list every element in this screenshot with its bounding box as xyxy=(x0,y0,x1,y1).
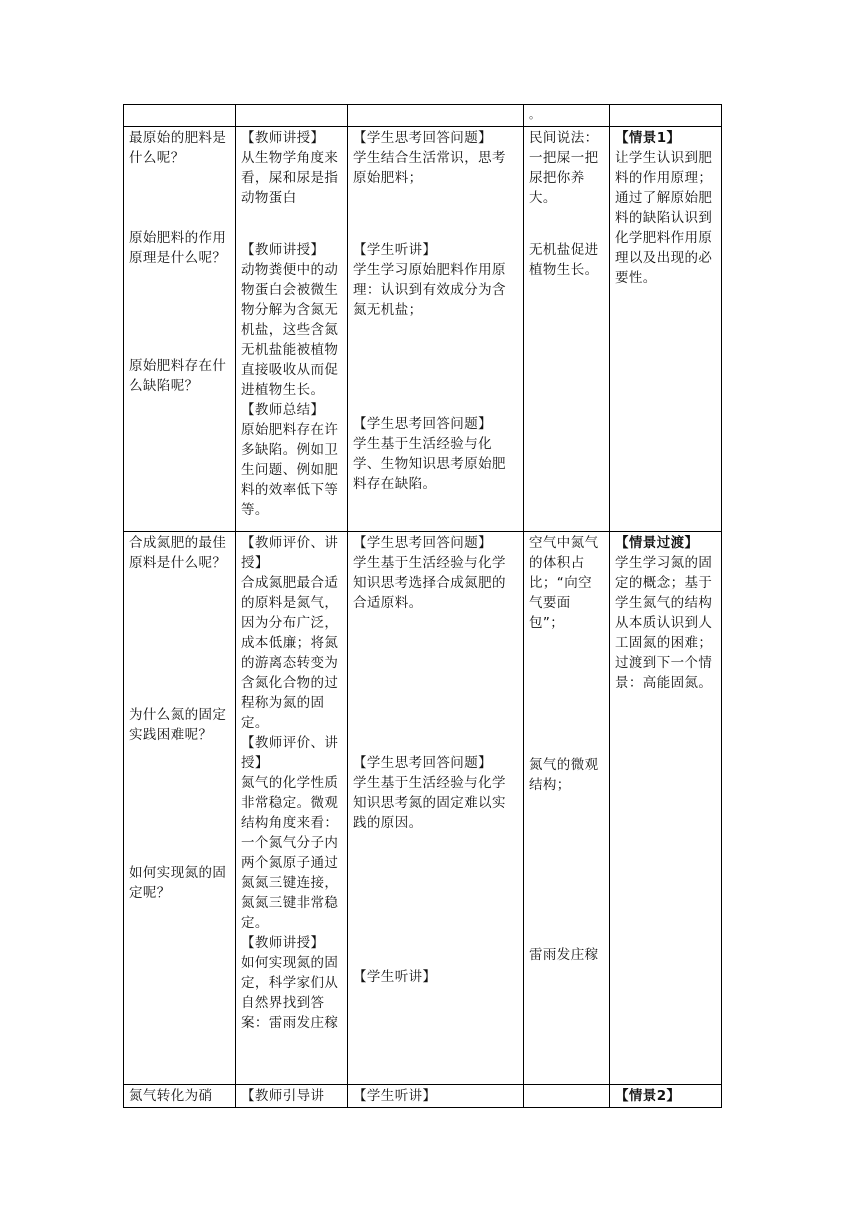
intent-text: 过渡到下一个情景：高能固氮。 xyxy=(615,655,713,691)
design-intent-cell xyxy=(610,532,722,1085)
material-cell xyxy=(524,1085,610,1108)
teacher-activity-cell xyxy=(236,127,348,532)
activity-title: 【教师评价、讲授】 xyxy=(241,535,339,571)
activity-body: 氮气的化学性质非常稳定。微观结构角度来看：一个氮气分子内两个氮原子通过氮氮三键连接，氮氮三键非常稳定。 xyxy=(241,775,339,931)
student-activity-cell xyxy=(348,127,524,532)
material-text: 民间说法：一把屎一把尿把你养大。 xyxy=(529,130,599,206)
material-cell xyxy=(524,127,610,532)
activity-title: 【教师评价、讲授】 xyxy=(241,735,339,771)
material-text: 空气中氮气的体积占比；“向空气要面包”； xyxy=(529,535,599,631)
material-text: 氮气的微观结构； xyxy=(529,757,599,793)
cell-text: 。 xyxy=(529,108,541,121)
activity-body: 学生学习原始肥料作用原理：认识到有效成分为含氮无机盐； xyxy=(353,262,506,318)
design-intent-cell xyxy=(610,127,722,532)
material-cell xyxy=(524,532,610,1085)
activity-body: 动物粪便中的动物蛋白会被微生物分解为含氮无机盐，这些含氮无机盐能被植物直接吸收从而促进植物生长。 xyxy=(241,262,339,398)
question-text: 原始肥料的作用原理是什么呢？ xyxy=(129,230,227,266)
activity-title: 【学生听讲】 xyxy=(353,242,437,258)
teacher-activity-cell xyxy=(236,532,348,1085)
table-row-top xyxy=(124,105,722,127)
activity-title: 【学生思考回答问题】 xyxy=(353,755,492,771)
activity-body: 从生物学角度来看，屎和尿是指动物蛋白 xyxy=(241,150,339,206)
question-text: 如何实现氮的固定呢？ xyxy=(129,865,227,901)
scenario-title: 【情景1】 xyxy=(615,130,681,146)
question-text: 原始肥料存在什么缺陷呢？ xyxy=(129,358,227,394)
table-row-nitrate xyxy=(124,1085,722,1108)
scenario-title: 【情景2】 xyxy=(615,1088,681,1104)
intent-text: 通过了解原始肥料的缺陷认识到化学肥料作用原理以及出现的必要性。 xyxy=(615,190,713,286)
question-cell xyxy=(124,532,236,1085)
material-text: 无机盐促进植物生长。 xyxy=(529,242,599,278)
activity-body: 学生基于生活经验与化学知识思考选择合成氮肥的合适原料。 xyxy=(353,555,506,611)
activity-body: 合成氮肥最合适的原料是氮气，因为分布广泛，成本低廉；将氮的游离态转变为含氮化合物的过程称为氮的固定。 xyxy=(241,575,339,731)
table-row-primitive-fertilizer xyxy=(124,127,722,532)
activity-title: 【教师引导讲 xyxy=(241,1088,325,1104)
cell xyxy=(610,105,722,127)
activity-body: 学生基于生活经验与化学知识思考氮的固定难以实践的原因。 xyxy=(353,775,506,831)
teacher-activity-cell xyxy=(236,1085,348,1108)
question-text: 氮气转化为硝 xyxy=(129,1088,213,1104)
cell xyxy=(524,105,610,127)
intent-text: 让学生认识到肥料的作用原理； xyxy=(615,150,713,186)
intent-text: 学生学习氮的固定的概念；基于学生氮气的结构从本质认识到人工固氮的困难； xyxy=(615,555,713,651)
cell xyxy=(236,105,348,127)
scenario-title: 【情景过渡】 xyxy=(615,535,699,551)
activity-title: 【学生听讲】 xyxy=(353,969,437,985)
activity-title: 【学生思考回答问题】 xyxy=(353,535,492,551)
activity-title: 【教师讲授】 xyxy=(241,935,325,951)
activity-body: 如何实现氮的固定，科学家们从自然界找到答案：雷雨发庄稼 xyxy=(241,955,339,1031)
material-text: 雷雨发庄稼 xyxy=(529,947,599,963)
activity-body: 学生基于生活经验与化学、生物知识思考原始肥料存在缺陷。 xyxy=(353,436,506,492)
activity-body: 学生结合生活常识，思考原始肥料； xyxy=(353,150,506,186)
activity-title: 【教师总结】 xyxy=(241,402,325,418)
activity-title: 【教师讲授】 xyxy=(241,242,325,258)
activity-title: 【学生思考回答问题】 xyxy=(353,130,492,146)
student-activity-cell xyxy=(348,532,524,1085)
student-activity-cell xyxy=(348,1085,524,1108)
question-text: 为什么氮的固定实践困难呢？ xyxy=(129,707,227,743)
activity-body: 原始肥料存在许多缺陷。例如卫生问题、例如肥料的效率低下等等。 xyxy=(241,422,339,518)
table-row-nitrogen-fixation xyxy=(124,532,722,1085)
question-text: 合成氮肥的最佳原料是什么呢？ xyxy=(129,535,227,571)
activity-title: 【学生听讲】 xyxy=(353,1088,437,1104)
design-intent-cell xyxy=(610,1085,722,1108)
question-cell xyxy=(124,1085,236,1108)
cell xyxy=(124,105,236,127)
question-cell xyxy=(124,127,236,532)
cell xyxy=(348,105,524,127)
activity-title: 【学生思考回答问题】 xyxy=(353,416,492,432)
activity-title: 【教师讲授】 xyxy=(241,130,325,146)
question-text: 最原始的肥料是什么呢？ xyxy=(129,130,227,166)
lesson-plan-table xyxy=(123,104,722,1108)
